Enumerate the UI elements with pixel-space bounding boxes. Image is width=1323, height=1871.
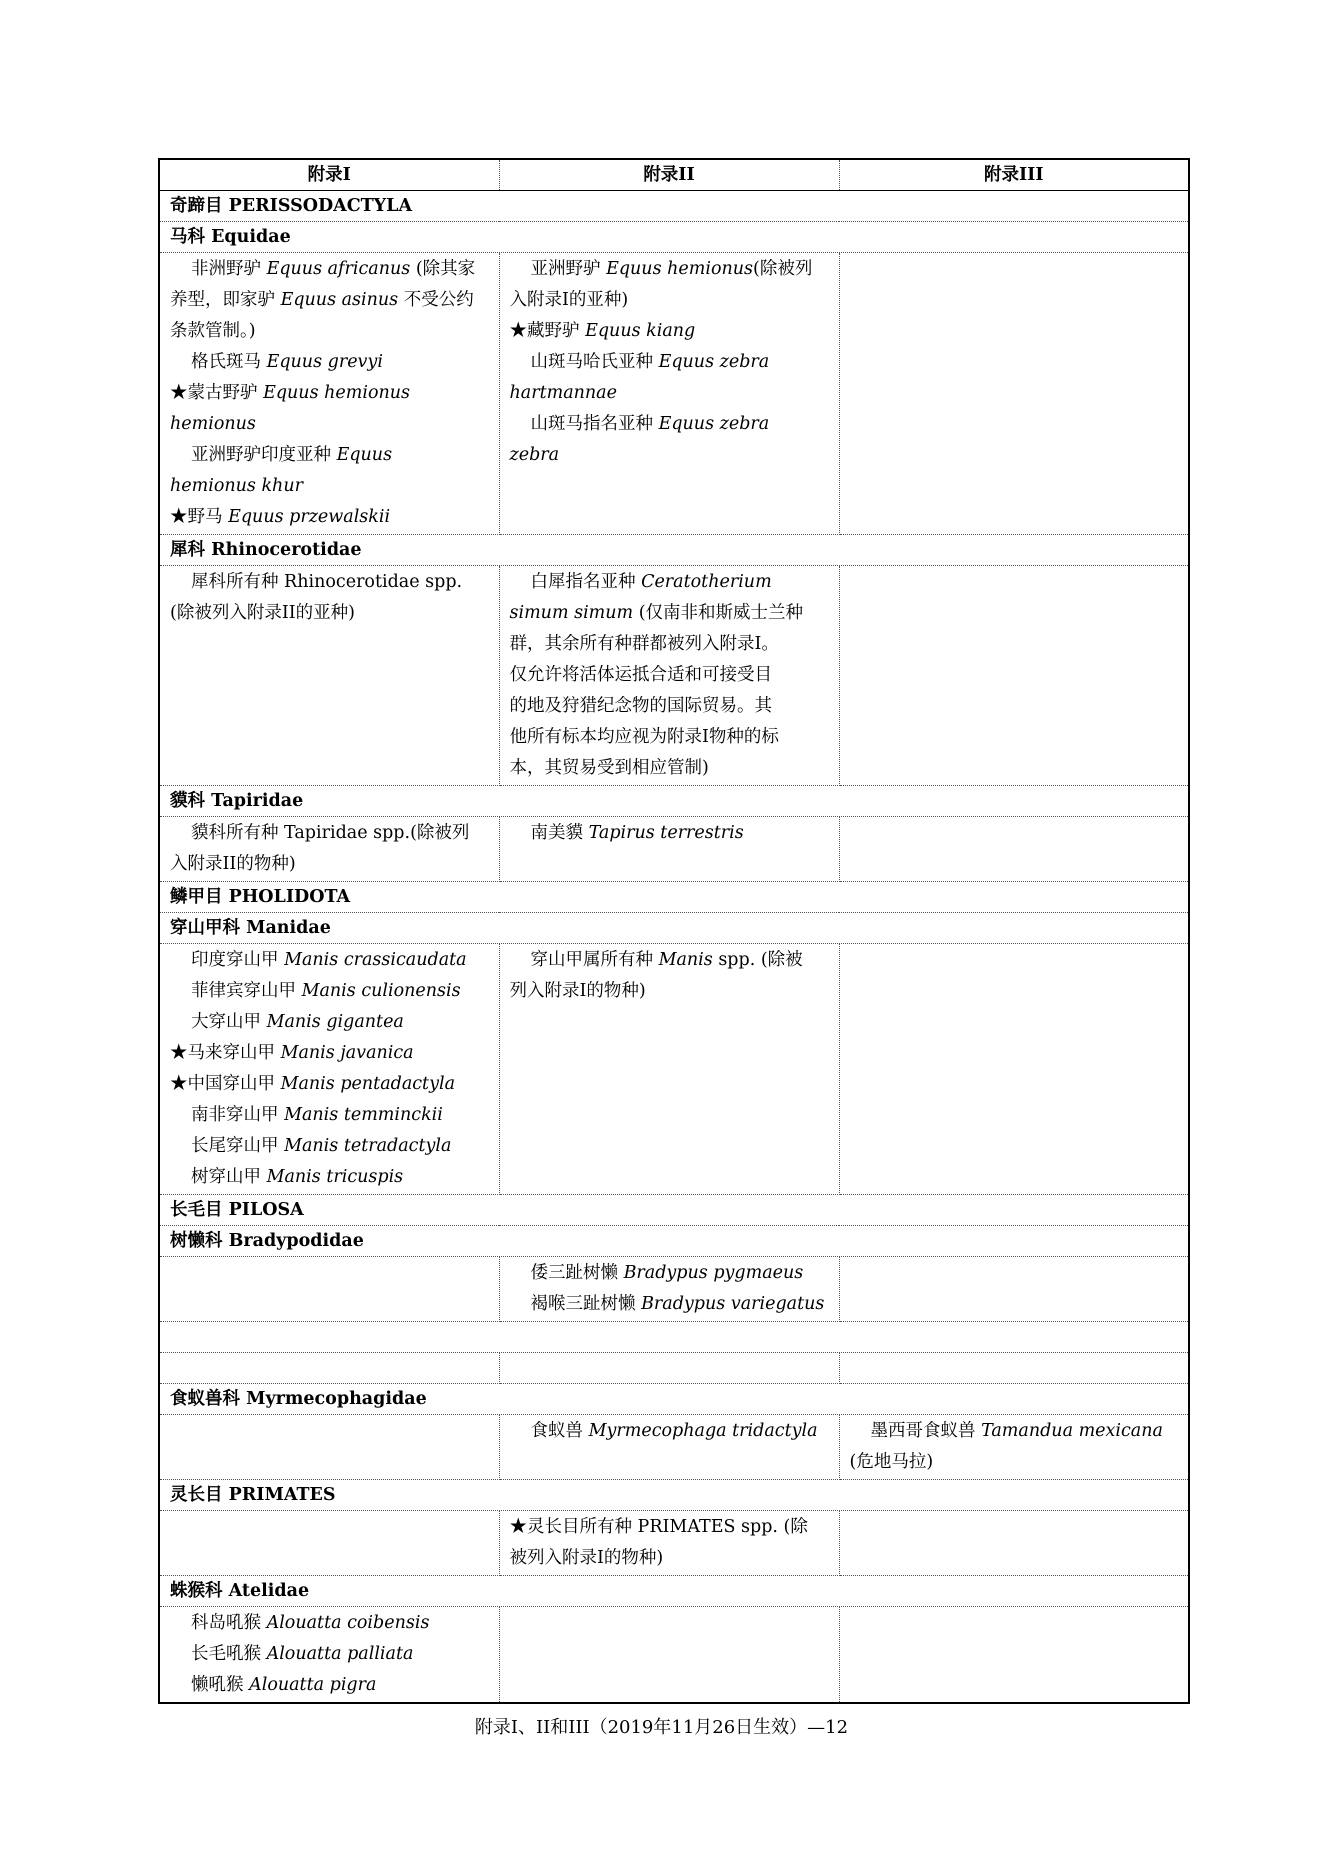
common-name: 马来穿山甲 [187,1043,281,1063]
scientific-name: Equus hemionus [606,259,754,279]
table-row [159,566,1189,786]
species-line [510,976,829,1007]
species-line [510,567,829,598]
species-line [170,945,489,976]
rhino-app1-cell [159,566,499,786]
common-name: 灵长目所有种 PRIMATES spp. (除 [527,1517,808,1537]
species-line [510,1258,829,1289]
species-line [510,1289,829,1320]
scientific-name: zebra [509,445,560,465]
blank-cell [159,1353,499,1384]
table-row [159,1607,1189,1704]
manidae-app2-cell [499,944,839,1195]
equidae-app2-cell [499,253,839,535]
manidae-app1-cell [159,944,499,1195]
species-line [850,1447,1179,1478]
common-name: 白犀指名亚种 [530,572,642,592]
species-line [510,818,829,849]
cites-appendix-table [158,158,1190,1704]
scientific-name: Equus asinus [280,290,399,310]
brady-app1-cell [159,1257,499,1322]
star-icon: ★ [170,1074,188,1094]
scientific-name: Alouatta palliata [266,1644,414,1664]
species-line [170,1162,489,1193]
table-row [159,253,1189,535]
scientific-name: Equus kiang [585,321,696,341]
common-name: 藏野驴 [527,321,586,341]
primates-app1-cell [159,1511,499,1576]
manidae-app3-cell [839,944,1189,1195]
myrme-app3-cell [839,1415,1189,1480]
species-line [170,316,489,347]
common-name: 群，其余所有种群都被列入附录I。 [509,634,779,654]
tapir-app3-cell [839,817,1189,882]
table-row [159,1415,1189,1480]
species-line [170,409,489,440]
equidae-app1-cell [159,253,499,535]
common-name: 穿山甲属所有种 [530,950,659,970]
species-line [510,691,829,722]
species-line [170,1670,489,1701]
scientific-name: Equus przewalskii [228,507,391,527]
common-name: 犀科所有种 Rhinocerotidae spp. [191,572,463,592]
header-appendix-1: 附录I [159,159,499,191]
scientific-name: Equus zebra [658,414,770,434]
scientific-name: hartmannae [509,383,617,403]
common-name: 蒙古野驴 [187,383,264,403]
common-name: (除被列入附录II的亚种) [170,603,355,623]
species-line [510,753,829,784]
star-icon: ★ [170,383,188,403]
species-line [510,945,829,976]
species-line [510,440,829,471]
scientific-name: Manis pentadactyla [280,1074,456,1094]
myrme-app2-cell [499,1415,839,1480]
scientific-name: Manis tricuspis [266,1167,404,1187]
family-rhinocerotidae: 犀科 Rhinocerotidae [159,535,1189,566]
species-line [510,254,829,285]
header-appendix-2: 附录II [499,159,839,191]
species-line [170,1038,489,1069]
common-name: 仅允许将活体运抵合适和可接受目 [509,665,772,685]
species-line [510,285,829,316]
common-name: (危地马拉) [849,1452,934,1472]
common-name: 中国穿山甲 [187,1074,281,1094]
scientific-name: Bradypus pygmaeus [623,1263,804,1283]
table-row [159,1257,1189,1322]
header-appendix-3: 附录III [839,159,1189,191]
star-icon: ★ [509,1517,527,1537]
blank-row [159,1322,1189,1353]
equidae-app3-cell [839,253,1189,535]
species-note: (除被列 [753,259,813,279]
rhino-app3-cell [839,566,1189,786]
species-line [510,1543,829,1574]
scientific-name: Equus hemionus [263,383,411,403]
scientific-name: Equus grevyi [266,352,383,372]
blank-cell [839,1353,1189,1384]
common-name: 科岛吼猴 [191,1613,267,1633]
scientific-name: Equus zebra [658,352,770,372]
common-name: 倭三趾树懒 [530,1263,624,1283]
atelidae-app3-cell [839,1607,1189,1704]
scientific-name: Manis javanica [280,1043,414,1063]
species-line [170,347,489,378]
species-note: 不受公约 [398,290,474,310]
common-name: 褐喉三趾树懒 [530,1294,642,1314]
scientific-name: Manis culionensis [301,981,461,1001]
primates-app3-cell [839,1511,1189,1576]
species-line [510,316,829,347]
common-name: 长毛吼猴 [191,1644,267,1664]
species-line [170,818,489,849]
table-row [159,817,1189,882]
species-line [170,440,489,471]
atelidae-app2-cell [499,1607,839,1704]
scientific-name: Myrmecophaga tridactyla [588,1421,818,1441]
scientific-name: Tapirus terrestris [588,823,744,843]
order-pholidota: 鳞甲目 PHOLIDOTA [159,882,1189,913]
common-name: 亚洲野驴 [530,259,607,279]
scientific-name: simum simum [509,603,634,623]
scientific-name: Equus africanus [266,259,411,279]
atelidae-app1-cell [159,1607,499,1704]
common-name: 非洲野驴 [191,259,267,279]
species-line [170,1608,489,1639]
star-icon: ★ [170,507,188,527]
species-line [170,1131,489,1162]
family-tapiridae: 貘科 Tapiridae [159,786,1189,817]
common-name: 入附录II的物种) [170,854,296,874]
scientific-name: Manis gigantea [266,1012,404,1032]
common-name: 懒吼猴 [191,1675,250,1695]
common-name: 山斑马哈氏亚种 [530,352,659,372]
myrme-app1-cell [159,1415,499,1480]
scientific-name: Tamandua mexicana [981,1421,1163,1441]
brady-app3-cell [839,1257,1189,1322]
primates-app2-cell [499,1511,839,1576]
page-footer: 附录I、II和III（2019年11月26日生效）—12 [474,1717,849,1738]
scientific-name: Manis [658,950,713,970]
common-name: 他所有标本均应视为附录I物种的标 [509,727,779,747]
species-line [850,1416,1179,1447]
star-icon: ★ [509,321,527,341]
common-name: 长尾穿山甲 [191,1136,285,1156]
order-primates: 灵长目 PRIMATES [159,1480,1189,1511]
common-name: 印度穿山甲 [191,950,285,970]
species-line [510,378,829,409]
species-line [510,660,829,691]
species-line [170,471,489,502]
species-line [510,629,829,660]
species-line [170,1639,489,1670]
species-line [170,1007,489,1038]
species-note: (除其家 [410,259,476,279]
common-name: 被列入附录I的物种) [509,1548,664,1568]
family-equidae: 马科 Equidae [159,222,1189,253]
order-pilosa: 长毛目 PILOSA [159,1195,1189,1226]
species-line [510,1512,829,1543]
species-line [170,285,489,316]
species-line [170,976,489,1007]
tapir-app1-cell [159,817,499,882]
blank-row [159,1353,1189,1384]
star-icon: ★ [170,1043,188,1063]
species-line [170,502,489,533]
common-name: 养型，即家驴 [170,290,281,310]
table-row [159,1511,1189,1576]
common-name: 大穿山甲 [191,1012,267,1032]
common-name: 貘科所有种 Tapiridae spp.(除被列 [191,823,470,843]
scientific-name: hemionus [170,414,256,434]
scientific-name: Ceratotherium [641,572,772,592]
family-atelidae: 蛛猴科 Atelidae [159,1576,1189,1607]
common-name: 格氏斑马 [191,352,267,372]
brady-app2-cell [499,1257,839,1322]
common-name: 南美貘 [530,823,589,843]
species-line [170,567,489,598]
scientific-name: hemionus khur [170,476,303,496]
blank-cell [499,1353,839,1384]
common-name: 入附录I的亚种) [509,290,629,310]
common-name: 的地及狩猎纪念物的国际贸易。其 [509,696,772,716]
family-manidae: 穿山甲科 Manidae [159,913,1189,944]
species-line [510,598,829,629]
order-perissodactyla: 奇蹄目 PERISSODACTYLA [159,191,1189,222]
species-line [170,849,489,880]
species-line [510,409,829,440]
species-line [510,722,829,753]
common-name: 条款管制。) [170,321,256,341]
common-name: 树穿山甲 [191,1167,267,1187]
blank-cell [159,1322,1189,1353]
species-note: (仅南非和斯威士兰种 [633,603,804,623]
common-name: 南非穿山甲 [191,1105,285,1125]
common-name: 墨西哥食蚁兽 [870,1421,982,1441]
family-bradypodidae: 树懒科 Bradypodidae [159,1226,1189,1257]
common-name: 山斑马指名亚种 [530,414,659,434]
common-name: 亚洲野驴印度亚种 [191,445,337,465]
scientific-name: Equus [336,445,393,465]
rhino-app2-cell [499,566,839,786]
scientific-name: Manis temminckii [284,1105,443,1125]
scientific-name: Manis crassicaudata [284,950,467,970]
species-line [170,378,489,409]
species-line [170,254,489,285]
scientific-name: Alouatta pigra [249,1675,377,1695]
species-line [170,598,489,629]
species-line [510,1416,829,1447]
common-name: 食蚁兽 [530,1421,589,1441]
species-line [170,1069,489,1100]
common-name: 野马 [187,507,229,527]
species-line [510,347,829,378]
header-row [159,159,1189,191]
scientific-name: Manis tetradactyla [284,1136,452,1156]
species-note: spp. (除被 [712,950,803,970]
scientific-name: Bradypus variegatus [641,1294,825,1314]
species-line [170,1100,489,1131]
scientific-name: Alouatta coibensis [266,1613,430,1633]
common-name: 本，其贸易受到相应管制) [509,758,709,778]
common-name: 菲律宾穿山甲 [191,981,302,1001]
family-myrmecophagidae: 食蚁兽科 Myrmecophagidae [159,1384,1189,1415]
common-name: 列入附录I的物种) [509,981,646,1001]
tapir-app2-cell [499,817,839,882]
table-row [159,944,1189,1195]
